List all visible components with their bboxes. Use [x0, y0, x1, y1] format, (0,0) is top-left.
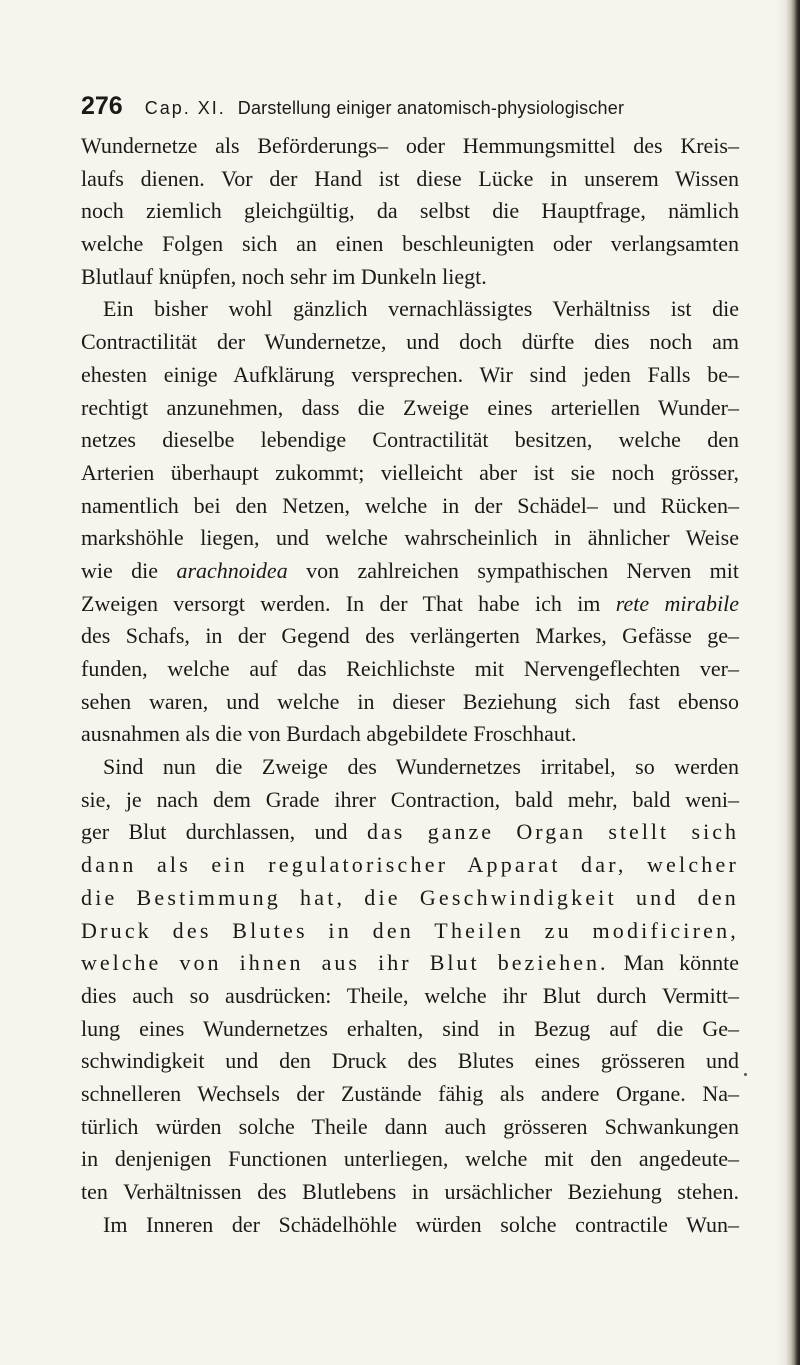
text-run: ger Blut durchlassen, und: [81, 819, 367, 845]
text-line: [81, 947, 739, 980]
ink-speck: [744, 1073, 747, 1076]
text-line: netzes dieselbe lebendige Contractilität besitzen, welche den: [81, 427, 739, 453]
emphasis-spaced: das ganze Organ stellt sich: [366, 819, 739, 845]
text-run: Man könnte: [608, 950, 739, 976]
text-line: Wundernetze als Beförderungs– oder Hemmungsmittel des Kreis–: [81, 133, 739, 158]
text-line: welche Folgen sich an einen beschleunigten oder verlangsamten: [81, 231, 739, 257]
paragraph-start-line: Sind nun die Zweige des Wundernetzes irritabel, so werden: [103, 754, 739, 780]
text-line: namentlich bei den Netzen, welche in der Schädel– und Rücken–: [81, 492, 739, 518]
text-line: in denjenigen Functionen unterliegen, welche mit den angedeute–: [81, 1146, 739, 1172]
text-line: ehesten einige Aufklärung versprechen. Wir sind jeden Falls be–: [81, 361, 739, 387]
body-text: [81, 130, 739, 1241]
text-line: Im Inneren der Schädelhöhle würden solche contractile Wun–: [103, 1211, 739, 1237]
text-line: türlich würden solche Theile dann auch grösseren Schwankungen: [81, 1113, 739, 1139]
text-line: laufs dienen. Vor der Hand ist diese Lücke in unserem Wissen: [81, 165, 739, 191]
text-line: dies auch so ausdrücken: Theile, welche ihr Blut durch Vermitt–: [81, 982, 739, 1008]
text-line: [81, 816, 739, 849]
text-line: rechtigt anzunehmen, dass die Zweige eines arteriellen Wunder–: [81, 394, 739, 420]
running-title: Darstellung einiger anatomisch-physiologischer: [237, 98, 625, 118]
text-line: sie, je nach dem Grade ihrer Contraction, bald mehr, bald weni–: [81, 786, 739, 812]
page-edge: [786, 0, 800, 1365]
emphasis-line: die Bestimmung hat, die Geschwindigkeit und den: [81, 884, 739, 910]
emphasis-line: dann als ein regulatorischer Apparat dar, welcher: [81, 852, 739, 878]
text-line: schwindigkeit und den Druck des Blutes eines grösseren und: [81, 1048, 739, 1074]
text-line: markshöhle liegen, und welche wahrscheinlich in ähnlicher Weise: [81, 525, 739, 551]
chapter-label: Cap. XI.: [144, 98, 226, 118]
text-line: ten Verhältnissen des Blutlebens in ursächlicher Beziehung stehen.: [81, 1179, 739, 1204]
emphasis-spaced: welche von ihnen aus ihr Blut beziehen.: [81, 950, 609, 976]
text-line: sehen waren, und welche in dieser Beziehung sich fast ebenso: [81, 688, 739, 714]
text-run: von zahlreichen sympathischen Nerven mit: [287, 557, 739, 583]
italic-term: rete mirabile: [615, 590, 740, 616]
running-head: [81, 92, 624, 122]
emphasis-line: Druck des Blutes in den Theilen zu modificiren,: [81, 917, 739, 943]
text-line: schnelleren Wechsels der Zustände fähig als andere Organe. Na–: [81, 1080, 739, 1106]
text-run: Zweigen versorgt werden. In der That habe ich im: [81, 590, 616, 616]
paragraph-start-line: Ein bisher wohl gänzlich vernachlässigtes Verhältniss ist die: [103, 296, 739, 322]
page-number: 276: [81, 92, 123, 120]
text-line: Contractilität der Wundernetze, und doch dürfte dies noch am: [81, 329, 739, 355]
text-line: [81, 588, 739, 621]
text-line: Blutlauf knüpfen, noch sehr im Dunkeln liegt.: [81, 263, 487, 289]
text-line: [81, 555, 739, 588]
text-line: noch ziemlich gleichgültig, da selbst die Hauptfrage, nämlich: [81, 198, 739, 224]
text-run: wie die: [81, 557, 177, 583]
text-line: ausnahmen als die von Burdach abgebildete Froschhaut.: [81, 721, 577, 747]
text-line: des Schafs, in der Gegend des verlängerten Markes, Gefässe ge–: [81, 623, 739, 649]
text-line: funden, welche auf das Reichlichste mit Nervengeflechten ver–: [81, 656, 739, 681]
italic-term: arachnoidea: [176, 557, 288, 583]
page-gutter-shadow: [776, 0, 786, 1365]
text-line: Arterien überhaupt zukommt; vielleicht aber ist sie noch grösser,: [81, 459, 739, 485]
text-line: lung eines Wundernetzes erhalten, sind in Bezug auf die Ge–: [81, 1015, 739, 1041]
